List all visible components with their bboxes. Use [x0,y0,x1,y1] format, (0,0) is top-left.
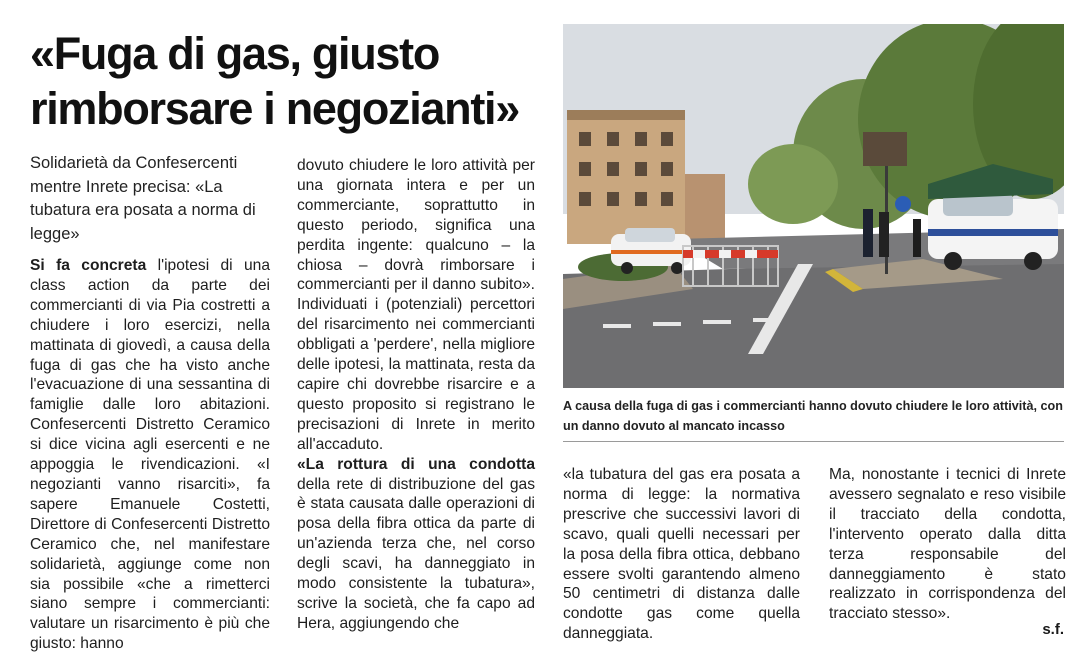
photo-caption: A causa della fuga di gas i commercianti hanno dovuto chiudere le loro attività, con un danno dovuto al mancato incasso [563,399,1063,433]
headline: «Fuga di gas, giusto rimborsare i negozianti» [30,28,519,134]
lead-bold: Si fa concreta [30,257,147,274]
caption-divider [563,441,1064,442]
column-2-text-b: della rete di distribuzione del gas è stata causata dalle operazioni di posa della fibra ottica da parte di un'azienda terza che, nel corso degli scavi, ha danneggiato in modo consistente la tubatura», scrive la società, che fa capo ad Hera, aggiungendo che [297,475,535,632]
article-column-4 [829,465,1066,624]
article-column-2 [297,156,535,634]
article-column-1 [30,256,270,654]
subheading: Solidarietà da Confesercenti mentre Inrete precisa: «La tubatura era posata a norma di legge» [30,154,256,243]
section-lead-bold: «La rottura di una condotta [297,455,535,473]
author-signature: s.f. [1042,621,1064,638]
column-4-text: Ma, nonostante i tecnici di Inrete avessero segnalato e reso visibile il tracciato della condotta, l'intervento operato dalla ditta terza responsabile del danneggiamento è stato realizzato in corrispondenza del tracciato stesso». [829,466,1066,623]
column-1-text: l'ipotesi di una class action da parte dei commercianti di via Pia costretti a chiudere i loro esercizi, nella mattinata di giovedì, a causa della fuga di gas che ha visto anche l'evacuazione di una sessantina di famiglie dalle loro abitazioni. Confesercenti Distretto Ceramico si dice vicina agli esercenti e ne appoggia le rivendicazioni. «I negozianti vanno risarciti», fa sapere Emanuele Costetti, Direttore di Confesercenti Distretto Ceramico che, nel manifestare solidarietà, aggiunge come non sia possibile «che a rimetterci siano sempre i commercianti: valutare un risarcimento è più che giusto: hanno [30,257,271,653]
street-photo [563,24,1064,388]
column-2-text: dovuto chiudere le loro attività per una giornata intera e per un commerciante, soprattutto in questo periodo, significa una perdita ingente: qualcuno – la chiosa – dovrà rimborsare i commercianti per il danno subito». Individuati i (potenziali) percettori del risarcimento nei commercianti obbligati a 'perdere', nella migliore delle ipotesi, la mattinata, resta da capire chi dovrebbe risarcire e a questo proposito si registrano le precisazioni di Inrete in merito all'accaduto. [297,157,535,453]
article-column-3 [563,465,800,644]
column-3-text: «la tubatura del gas era posata a norma di legge: la normativa prescrive che successivi lavori di scavo, quali quelli necessari per la posa della fibra ottica, debbano essere svolti garantendo almeno 50 centimetri di distanza dalle condotte gas come quella danneggiata. [563,466,800,643]
